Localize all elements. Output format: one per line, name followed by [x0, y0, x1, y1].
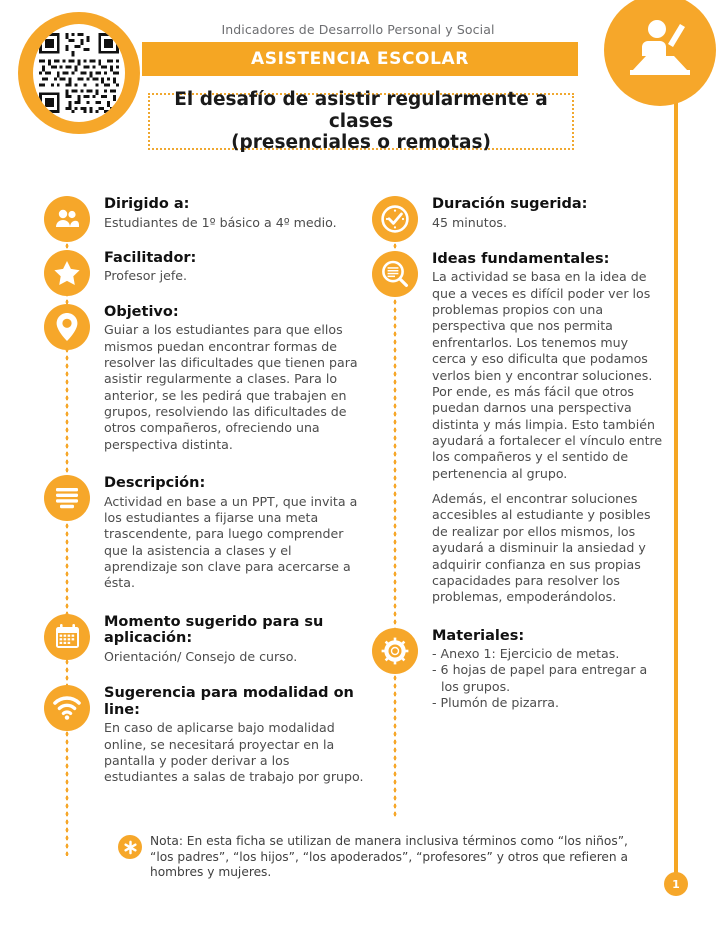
header-kicker: Indicadores de Desarrollo Personal y Social [221, 22, 495, 37]
section-heading: Objetivo: [104, 303, 179, 320]
section-heading: Duración sugerida: [432, 196, 588, 212]
section-heading: Facilitador: [104, 249, 197, 266]
section-dirigido-a [44, 196, 364, 231]
gear-icon [372, 628, 418, 674]
section-paragraph: 45 minutos. [432, 214, 507, 230]
section-paragraph: Orientación/ Consejo de curso. [104, 648, 298, 664]
magnifier-document-icon [372, 251, 418, 297]
asterisk-icon [118, 835, 142, 859]
page-title-box [148, 88, 574, 154]
section-materiales [372, 628, 664, 712]
section-duracion-sugerida [372, 196, 664, 231]
section-paragraph: La actividad se basa en la idea de que a veces es difícil poder ver los problemas propios con una perspectiva que nos permita enfrentarlos. Los tenemos muy cerca y eso dificulta que podamos verlos bien y encontrar soluciones. Por ende, es más fácil que otros puedan darnos una perspectiva distinta y más limpia. Esto también ayudará a fortalecer el vínculo entre los compañeros y el sentido de pertenencia al grupo. [432, 269, 663, 481]
section-heading: Momento sugerido para su aplicación: [104, 613, 324, 647]
qr-code-badge [18, 12, 140, 134]
document-lines-icon [44, 475, 90, 521]
section-paragraph: Profesor jefe. [104, 268, 188, 284]
section-modalidad-online [44, 685, 364, 785]
page-title-line1: El desafío de asistir regularmente a clases [174, 88, 548, 132]
materials-list [432, 646, 664, 711]
section-heading: Ideas fundamentales: [432, 250, 610, 267]
location-pin-icon [44, 304, 90, 350]
right-column [372, 196, 664, 716]
header-banner-label: ASISTENCIA ESCOLAR [251, 49, 469, 69]
section-paragraph: Actividad en base a un PPT, que invita a los estudiantes a fijarse una meta trascendente, para luego comprender que la asistencia a clases y el aprendizaje son clave para acercarse a ésta. [104, 493, 358, 591]
clock-icon [372, 196, 418, 242]
section-heading: Descripción: [104, 475, 206, 492]
section-paragraph: Guiar a los estudiantes para que ellos mismos puedan encontrar formas de resolver las dificultades que tienen para asistir regularmente a clases. Para lo anterior, se les pedirá que trabajen en grupos, resolviendo las dificultades de otros compañeros, ofreciendo una perspectiva distinta. [104, 322, 358, 452]
left-column [44, 196, 364, 790]
section-heading: Materiales: [432, 627, 525, 644]
two-people-icon [44, 196, 90, 242]
star-icon [44, 250, 90, 296]
section-paragraph: Además, el encontrar soluciones accesibles al estudiante y posibles de realizar por ellos mismos, los ayudará a disminuir la ansiedad y adquirir confianza en sus propias capacidades para resolver los problemas, empoderándolos. [432, 491, 651, 605]
page-number-badge: 1 [664, 872, 688, 896]
section-objetivo [44, 304, 364, 453]
section-facilitador [44, 250, 364, 285]
section-heading: Dirigido a: [104, 196, 190, 212]
qr-code-icon [33, 24, 125, 122]
section-ideas-fundamentales [372, 251, 664, 606]
student-raising-hand-icon [604, 0, 716, 106]
page-title [150, 89, 572, 154]
section-paragraph: En caso de aplicarse bajo modalidad online, se necesitará proyectar en la pantalla y poder derivar a los estudiantes a salas de trabajo por grupo. [104, 720, 364, 785]
section-momento-sugerido [44, 614, 364, 665]
list-item: - Plumón de pizarra. [432, 695, 560, 711]
wifi-icon [44, 685, 90, 731]
header-banner [148, 42, 572, 76]
section-paragraph: Estudiantes de 1º básico a 4º medio. [104, 214, 337, 230]
list-item: - Anexo 1: Ejercicio de metas. [432, 646, 620, 662]
page-title-line2: (presenciales o remotas) [231, 132, 491, 154]
section-heading: Sugerencia para modalidad on line: [104, 685, 354, 718]
right-vertical-line [674, 60, 678, 878]
calendar-icon [44, 614, 90, 660]
section-descripcion [44, 475, 364, 592]
list-item: - 6 hojas de papel para entregar a los grupos. [432, 662, 648, 694]
footer-note [118, 834, 648, 881]
footer-note-text: Nota: En esta ficha se utilizan de manera inclusiva términos como “los niños”, “los padres”, “los hijos”, “los apoderados”, “profesores” y otros que refieren a hombres y mujeres. [150, 834, 629, 880]
